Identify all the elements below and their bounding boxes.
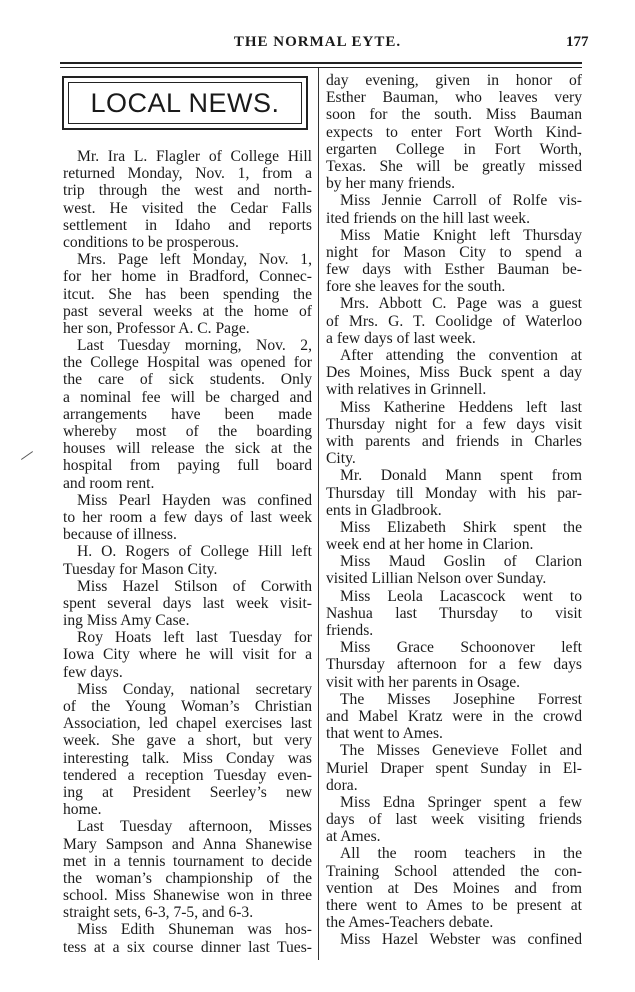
text-line: H. O. Rogers of College Hill left [77,543,312,561]
text-line: returned Monday, Nov. 1, from a [63,165,312,183]
text-line: Miss Elizabeth Shirk spent the [340,518,582,536]
text-line: Miss Jennie Carroll of Rolfe vis- [340,192,582,210]
news-paragraph [63,629,312,681]
text-line: arrangements have been made [63,405,312,423]
text-line: the woman’s championship of the [63,869,312,887]
text-line: dora. [326,776,358,794]
text-line: Miss Pearl Hayden was confined [77,491,312,509]
text-line: Muriel Draper spent Sunday in El- [326,759,582,777]
text-line: Roy Hoats left last Tuesday for [77,629,312,647]
text-line: After attending the convention at [340,347,582,364]
text-line: a nominal fee will be charged and [63,388,312,406]
text-line: Thursday till Monday with his par- [326,484,582,502]
text-line: few days with Esther Bauman be- [326,261,582,279]
news-paragraph [326,845,582,931]
text-line: and room rent. [63,474,155,492]
text-line: tess at a six course dinner last Tues- [63,938,312,956]
text-line: days of last week visiting friends [326,811,582,829]
text-line: school. Miss Shanewise won in three [63,887,312,905]
news-paragraph [326,347,582,399]
text-line: ing at President Seerley’s new [63,783,312,801]
text-line: met in a tennis tournament to decide [63,852,312,870]
text-line: Nashua last Thursday to visit [326,604,582,622]
text-line: Last Tuesday morning, Nov. 2, [77,337,312,355]
news-paragraph [326,72,582,192]
news-paragraph [326,295,582,347]
column-divider [318,68,319,960]
text-line: home. [63,801,102,819]
news-paragraph [326,794,582,846]
text-line: because of illness. [63,526,177,544]
text-line: interesting talk. Miss Conday was [63,749,312,767]
text-line: fore she leaves for the south. [326,278,506,296]
text-line: at Ames. [326,828,381,846]
text-line: Miss Katherine Heddens left last [340,398,582,416]
text-line: ing Miss Amy Case. [63,612,190,630]
text-line: week end at her home in Clarion. [326,536,534,554]
text-line: by her many friends. [326,175,456,193]
text-line: friends. [326,622,374,639]
section-heading-box [62,76,308,130]
text-line: houses will release the sick at the [63,440,312,458]
text-line: Thursday afternoon for a few days [326,656,582,674]
text-line: ited friends on the hill last week. [326,209,530,227]
text-line: Miss Maud Goslin of Clarion [340,553,582,571]
news-paragraph [326,742,582,794]
text-line: her son, Professor A. C. Page. [63,319,250,337]
text-line: visited Lillian Nelson over Sunday. [326,570,547,588]
text-line: Miss Edna Springer spent a few [340,793,582,811]
text-line: Mary Sampson and Anna Shanewise [63,835,312,853]
text-line: Training School attended the con- [326,862,582,880]
text-line: Mrs. Abbott C. Page was a guest [340,295,582,313]
text-line: tendered a reception Tuesday even- [63,766,312,784]
text-line: Association, led chapel exercises last [63,715,312,733]
news-paragraph [63,921,312,955]
text-line: Texas. She will be greatly missed [326,157,582,175]
header-rule [60,62,582,64]
text-line: whereby most of the boarding [63,423,312,440]
text-line: and Mabel Kratz were in the crowd [326,707,582,725]
text-line: the College Hospital was opened for [63,354,312,372]
news-paragraph [326,691,582,743]
text-line: Des Moines, Miss Buck spent a day [326,364,582,382]
text-line: of Mrs. G. T. Coolidge of Waterloo [326,312,582,330]
news-paragraph [326,588,582,640]
text-line: spent several days last week visit- [63,594,312,612]
text-line: visit with her parents in Osage. [326,673,521,691]
news-paragraph [63,818,312,921]
news-paragraph [63,492,312,544]
text-line: The Misses Genevieve Follet and [340,742,582,760]
left-column [63,148,312,956]
text-line: west. He visited the Cedar Falls [63,199,312,217]
text-line: expects to enter Fort Worth Kind- [326,123,582,141]
text-line: Miss Conday, national secretary [77,680,312,698]
news-paragraph [326,467,582,519]
text-line: Mrs. Page left Monday, Nov. 1, [77,251,312,269]
text-line: All the room teachers in the [340,845,582,863]
news-paragraph [326,227,582,296]
text-line: Miss Edith Shuneman was hos- [77,921,312,939]
text-line: conditions to be prosperous. [63,233,239,251]
news-paragraph [326,399,582,468]
text-line: Miss Hazel Webster was confined [340,931,582,949]
running-head-title: THE NORMAL EYTE. [233,34,402,50]
right-column [326,72,582,949]
text-line: to her room a few days of last week [63,508,312,526]
text-line: Miss Matie Knight left Thursday [340,226,582,244]
news-paragraph [63,148,312,251]
page-number: 177 [566,34,589,50]
news-paragraph [63,681,312,819]
text-line: itcut. She has been spending the [63,285,312,303]
text-line: Tuesday for Mason City. [63,560,218,578]
news-paragraph [63,337,312,492]
text-line: Iowa City where he will visit for a [63,646,312,664]
text-line: for her home in Bradford, Connec- [63,268,312,286]
news-paragraph [326,639,582,691]
news-paragraph [326,519,582,553]
text-line: soon for the south. Miss Bauman [326,106,582,124]
text-line: past several weeks at the home of [63,302,312,320]
text-line: with parents and friends in Charles [326,432,582,450]
text-line: The Misses Josephine Forrest [340,690,582,708]
text-line: City. [326,450,356,468]
news-paragraph [326,192,582,226]
text-line: Last Tuesday afternoon, Misses [77,818,312,836]
text-line: ents in Gladbrook. [326,501,442,519]
header-rule [60,67,582,68]
news-paragraph [63,251,312,337]
text-line: of the Young Woman’s Christian [63,698,312,715]
text-line: vention at Des Moines and from [326,879,582,897]
text-line: there went to Ames to be present at [326,897,582,914]
text-line: settlement in Idaho and reports [63,216,312,234]
text-line: Miss Leola Lacascock went to [340,587,582,605]
text-line: a few days of last week. [326,329,476,347]
text-line: that went to Ames. [326,725,443,743]
news-paragraph [326,931,582,948]
news-paragraph [326,553,582,587]
text-line: Mr. Donald Mann spent from [340,467,582,485]
text-line: night for Mason City to spend a [326,243,582,261]
text-line: straight sets, 6-3, 7-5, and 6-3. [63,904,254,922]
margin-pencil-mark [21,451,33,460]
text-line: week. She gave a short, but very [63,732,312,750]
text-line: hospital from paying full board [63,457,312,475]
text-line: Miss Grace Schoonover left [340,639,582,657]
text-line: few days. [63,663,123,681]
section-heading: LOCAL NEWS. [68,82,302,124]
text-line: the care of sick students. Only [63,371,312,389]
text-line: Esther Bauman, who leaves very [326,89,582,107]
news-paragraph [63,578,312,630]
text-line: Mr. Ira L. Flagler of College Hill [77,148,312,165]
text-line: Thursday night for a few days visit [326,415,582,433]
text-line: day evening, given in honor of [326,72,582,89]
text-line: Miss Hazel Stilson of Corwith [77,577,312,595]
news-paragraph [63,543,312,577]
text-line: ergarten College in Fort Worth, [326,140,582,158]
text-line: with relatives in Grinnell. [326,381,487,399]
text-line: the Ames-Teachers debate. [326,914,494,932]
text-line: trip through the west and north- [63,182,312,200]
